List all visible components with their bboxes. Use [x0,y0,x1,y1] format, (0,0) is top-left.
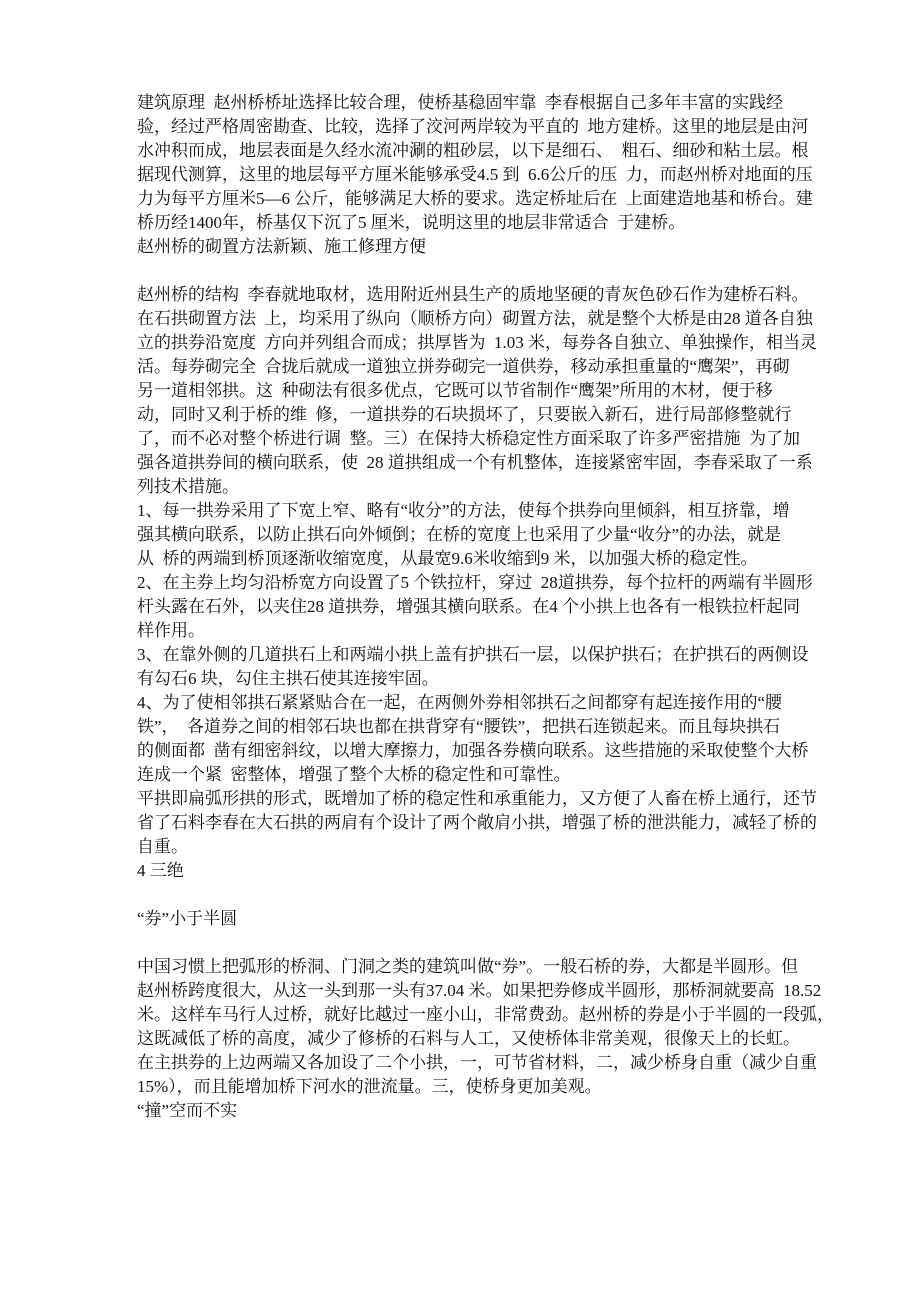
paragraph-flat-arch [137,787,817,859]
text-line: 赵州桥的结构 李春就地取材，选用附近州县生产的质地坚硬的青灰色砂石作为建桥石料。 [137,285,809,304]
text-line: 建筑原理 赵州桥桥址选择比较合理，使桥基稳固牢靠 李春根据自己多年丰富的实践经 [137,93,783,112]
text-line: 3、在靠外侧的几道拱石上和两端小拱上盖有护拱石一层，以保护拱石；在护拱石的两侧设 [137,645,809,664]
text-line: 15%），而且能增加桥下河水的泄流量。三，使桥身更加美观。 [137,1077,602,1096]
text-line: 动，同时又利于桥的维 修，一道拱券的石块损坏了，只要嵌入新石，进行局部修整就行 [137,405,792,424]
document-body [137,91,834,1123]
text-line: 米。这样车马行人过桥，就好比越过一座小山，非常费劲。赵州桥的券是小于半圆的一段弧， [137,1005,834,1024]
heading-three-wonders [137,859,817,883]
paragraph-structure [137,283,817,499]
heading-hollow [137,1099,817,1123]
blank-line [137,931,817,955]
text-line: 桥历经1400年，桥基仅下沉了5 厘米，说明这里的地层非常适合 于建桥。 [137,213,686,232]
text-line: 1、每一拱券采用了下宽上窄、略有“收分”的方法，使每个拱券向里倾斜，相互挤靠，增 [137,501,790,520]
heading-masonry-method [137,235,817,259]
text-line: 连成一个紧 密整体，增强了整个大桥的稳定性和可靠性。 [137,765,571,784]
text-line: 水冲积而成，地层表面是久经水流冲涮的粗砂层，以下是细石、 粗石、细砂和粘土层。根 [137,141,809,160]
list-item-4 [137,691,817,787]
text-line: 据现代测算，这里的地层每平方厘米能够承受4.5 到 6.6公斤的压 力，而赵州桥对地面的压 [137,165,813,184]
paragraph-small-arches [137,1051,817,1099]
blank-line [137,883,817,907]
text-line: 中国习惯上把弧形的桥洞、门洞之类的建筑叫做“券”。一般石桥的券，大都是半圆形。但 [137,957,799,976]
list-item-2 [137,571,817,643]
heading-arch-less-than-semicircle [137,907,817,931]
text-line: 平拱即扁弧形拱的形式，既增加了桥的稳定性和承重能力，又方便了人畜在桥上通行，还节 [137,789,817,808]
list-item-1 [137,499,817,571]
blank-line [137,259,817,283]
text-line: 杆头露在石外，以夹住28 道拱券，增强其横向联系。在4 个小拱上也各有一根铁拉杆起同 [137,597,800,616]
text-line: 从 桥的两端到桥顶逐渐收缩宽度，从最宽9.6米收缩到9 米，以加强大桥的稳定性。 [137,549,758,568]
text-line: 力为每平方厘米5—6 公斤，能够满足大桥的要求。选定桥址后在 上面建造地基和桥台。建 [137,189,813,208]
text-line: 2、在主券上均匀沿桥宽方向设置了5 个铁拉杆，穿过 28道拱券，每个拉杆的两端有半圆形 [137,573,813,592]
paragraph-architecture-principle [137,91,817,235]
text-line: 列技术措施。 [137,477,239,496]
text-line: 在主拱券的上边两端又各加设了二个小拱，一，可节省材料，二，减少桥身自重（减少自重 [137,1053,817,1072]
paragraph-arch [137,955,834,1051]
list-item-3 [137,643,817,691]
text-line: 这既减低了桥的高度，减少了修桥的石料与人工，又使桥体非常美观，很像天上的长虹。 [137,1029,800,1048]
text-line: 赵州桥的砌置方法新颖、施工修理方便 [137,237,426,256]
text-line: 另一道相邻拱。这 种砌法有很多优点，它既可以节省制作“鹰架”所用的木材，便于移 [137,381,773,400]
text-line: 4、为了使相邻拱石紧紧贴合在一起，在两侧外券相邻拱石之间都穿有起连接作用的“腰 [137,693,783,712]
text-line: 有勾石6 块，勾住主拱石使其连接牢固。 [137,669,439,688]
text-line: 赵州桥跨度很大，从这一头到那一头有37.04 米。如果把券修成半圆形，那桥洞就要高 18.52 [137,981,822,1000]
text-line: 在石拱砌置方法 上，均采用了纵向（顺桥方向）砌置方法，就是整个大桥是由28 道各自独 [137,309,813,328]
text-line: 样作用。 [137,621,205,640]
text-line: 自重。 [137,837,188,856]
text-line: 4 三绝 [137,861,184,880]
text-line: 立的拱券沿宽度 方向并列组合而成；拱厚皆为 1.03 米，每券各自独立、单独操作，相当灵 [137,333,817,352]
text-line: 铁”， 各道券之间的相邻石块也都在拱背穿有“腰铁”，把拱石连锁起来。而且每块拱石 [137,717,781,736]
text-line: 活。每券砌完全 合拢后就成一道独立拼券砌完一道供券，移动承担重量的“鹰架”，再砌 [137,357,790,376]
text-line: 省了石料李春在大石拱的两肩有个设计了两个敞肩小拱，增强了桥的泄洪能力，减轻了桥的 [137,813,817,832]
text-line: 的侧面都 凿有细密斜纹，以增大摩擦力，加强各券横向联系。这些措施的采取使整个大桥 [137,741,809,760]
text-line: “撞”空而不实 [137,1101,238,1120]
text-line: 验，经过严格周密勘查、比较，选择了洨河两岸较为平直的 地方建桥。这里的地层是由河 [137,117,809,136]
text-line: “券”小于半圆 [137,909,238,928]
text-line: 了，而不必对整个桥进行调 整。三）在保持大桥稳定性方面采取了许多严密措施 为了加 [137,429,800,448]
text-line: 强其横向联系，以防止拱石向外倾倒；在桥的宽度上也采用了少量“收分”的办法，就是 [137,525,782,544]
text-line: 强各道拱券间的横向联系，使 28 道拱组成一个有机整体，连接紧密牢固，李春采取了一系 [137,453,813,472]
